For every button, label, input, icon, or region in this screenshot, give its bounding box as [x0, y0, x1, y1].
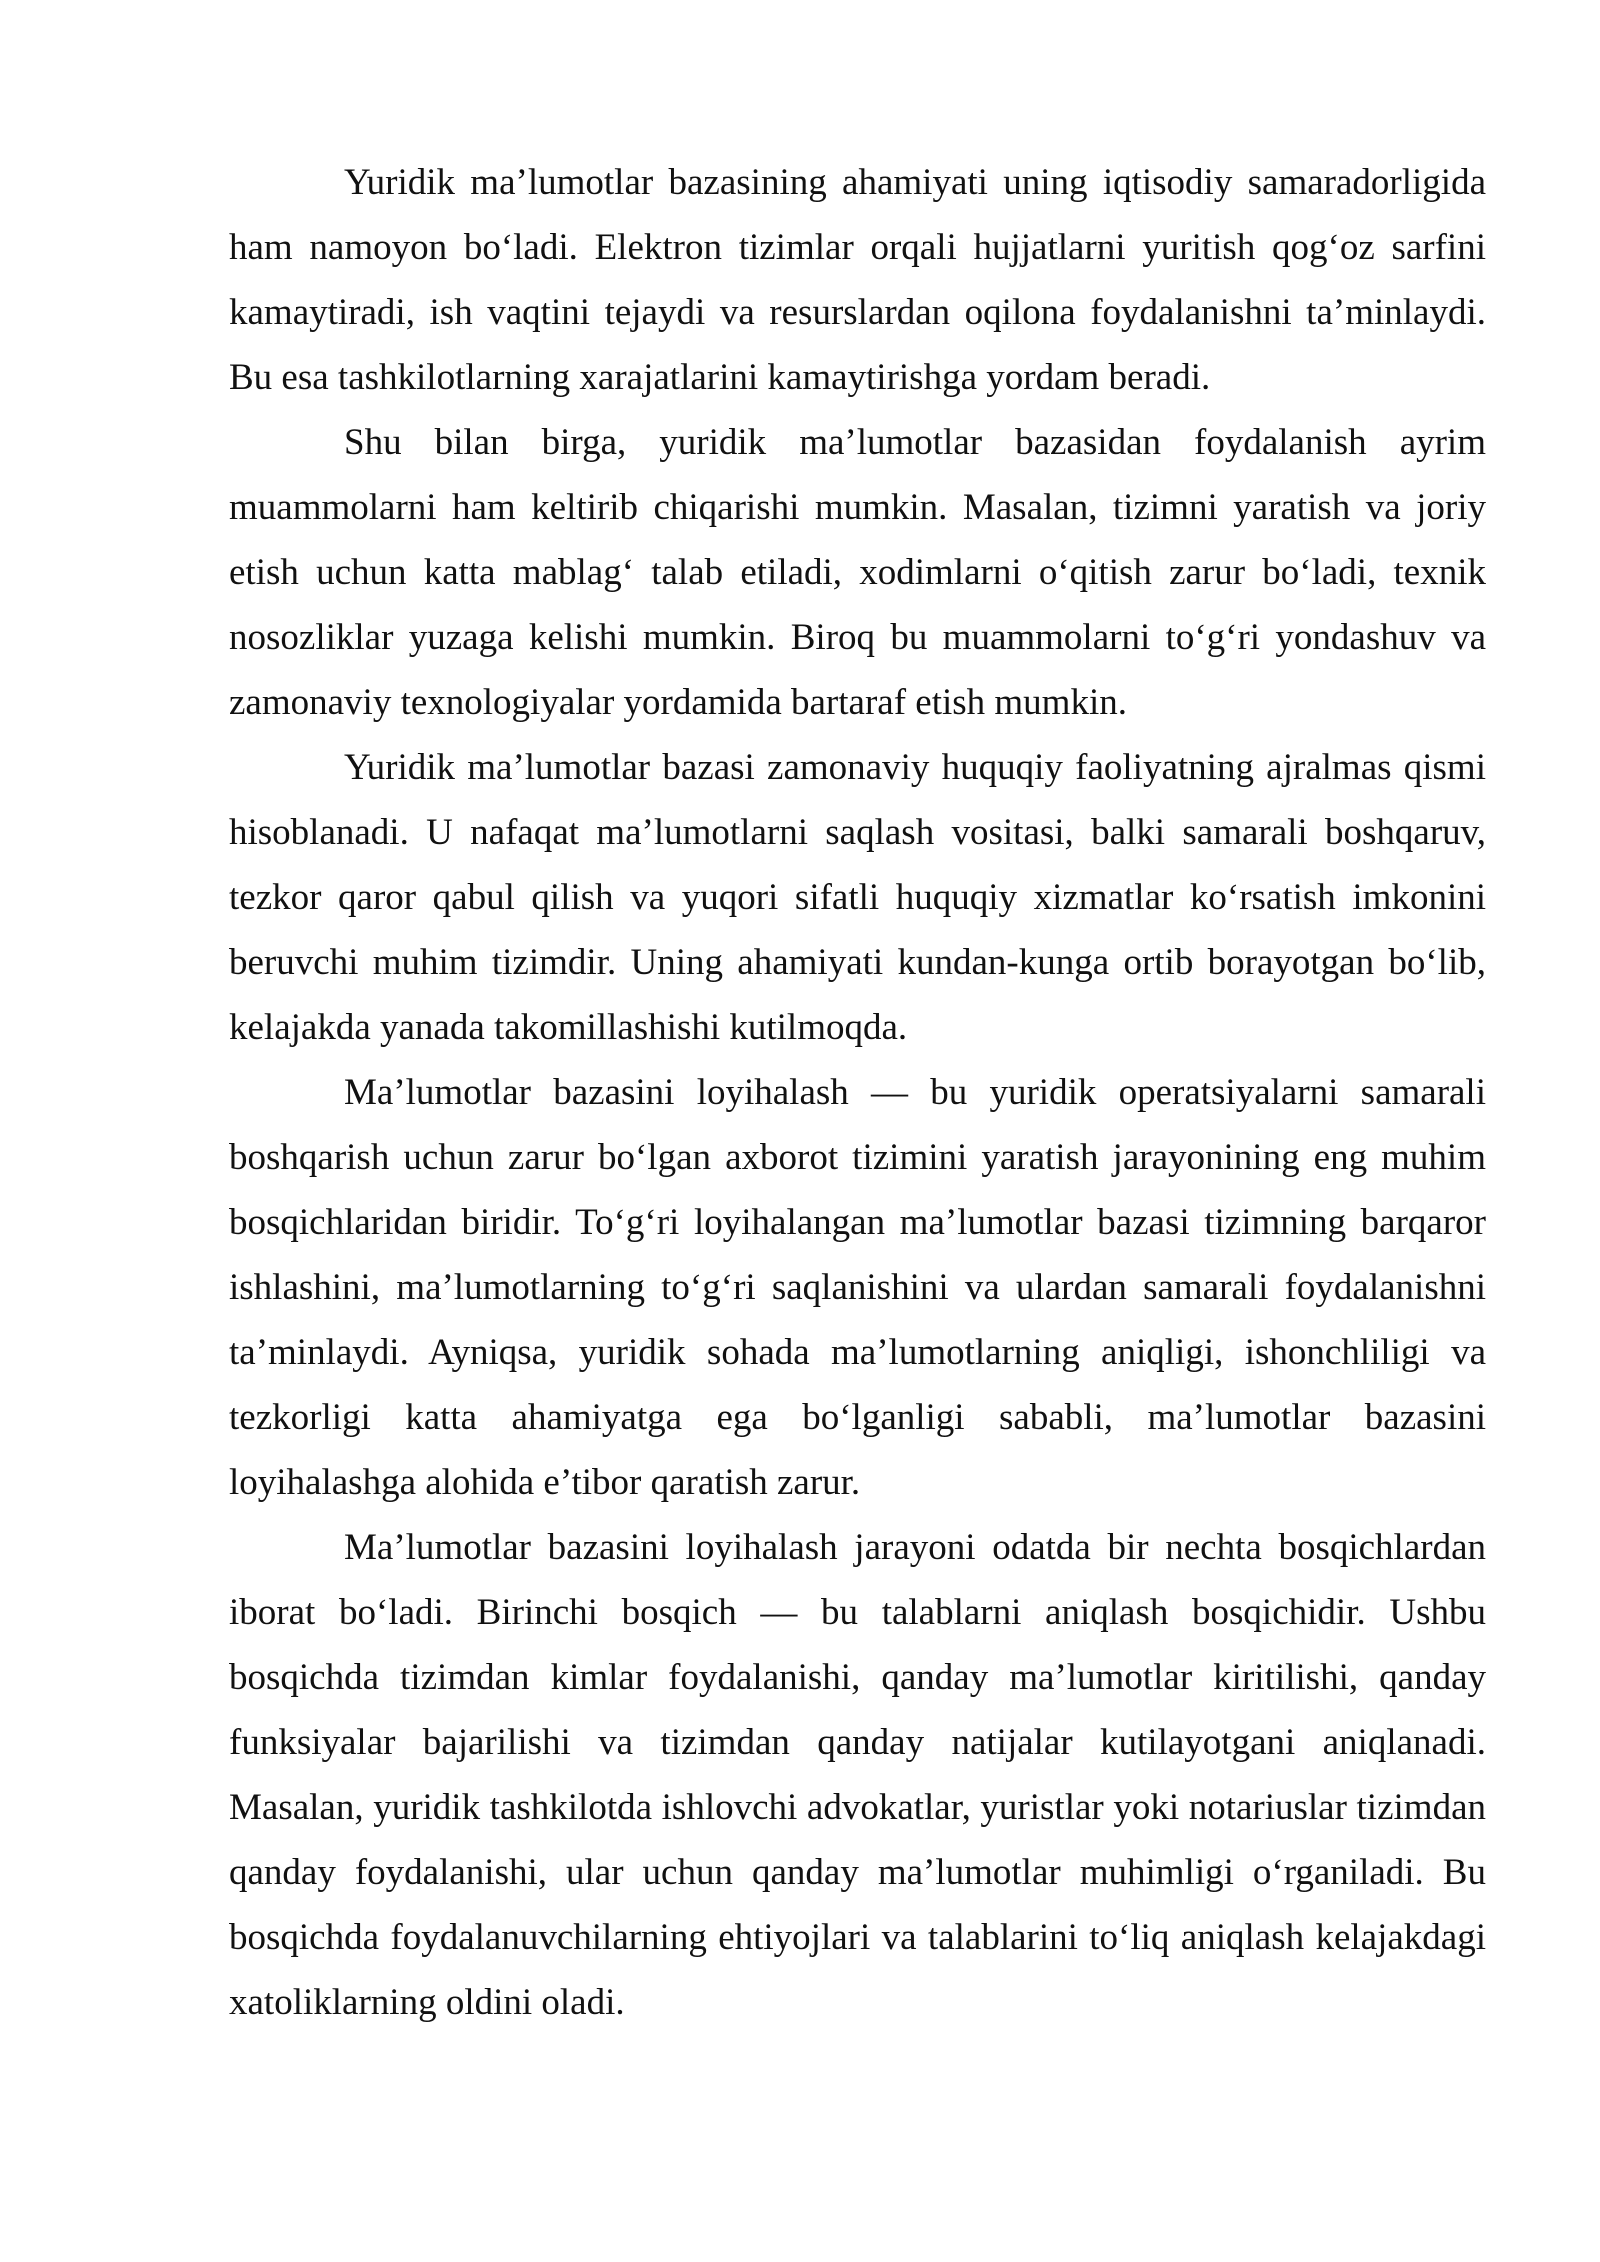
paragraph-integral-part: Yuridik ma’lumotlar bazasi zamonaviy huquqiy faoliyatning ajralmas qismi hisoblanadi. U nafaqat ma’lumotlarni saqlash vositasi, balki samarali boshqaruv, tezkor qaror qabul qilish va yuqori sifatli huquqiy xizmatlar ko‘rsatish imkonini beruvchi muhim tizimdir. Uning ahamiyati kundan-kunga ortib borayotgan bo‘lib, kelajakda yanada takomillashishi kutilmoqda. — [229, 747, 1486, 1048]
document-body — [229, 150, 1486, 2035]
paragraph-economic-significance: Yuridik ma’lumotlar bazasining ahamiyati uning iqtisodiy samaradorligida ham namoyon bo‘ladi. Elektron tizimlar orqali hujjatlarni yuritish qog‘oz sarfini kamaytiradi, ish vaqtini tejaydi va resurslardan oqilona foydalanishni ta’minlaydi. Bu esa tashkilotlarning xarajatlarini kamaytirishga yordam beradi. — [229, 162, 1486, 398]
paragraph-problems: Shu bilan birga, yuridik ma’lumotlar bazasidan foydalanish ayrim muammolarni ham keltirib chiqarishi mumkin. Masalan, tizimni yaratish va joriy etish uchun katta mablag‘ talab etiladi, xodimlarni o‘qitish zarur bo‘ladi, texnik nosozliklar yuzaga kelishi mumkin. Biroq bu muammolarni to‘g‘ri yondashuv va zamonaviy texnologiyalar yordamida bartaraf etish mumkin. — [229, 422, 1486, 723]
paragraph-database-design: Ma’lumotlar bazasini loyihalash — bu yuridik operatsiyalarni samarali boshqarish uchun zarur bo‘lgan axborot tizimini yaratish jarayonining eng muhim bosqichlaridan biridir. To‘g‘ri loyihalangan ma’lumotlar bazasi tizimning barqaror ishlashini, ma’lumotlarning to‘g‘ri saqlanishini va ulardan samarali foydalanishni ta’minlaydi. Ayniqsa, yuridik sohada ma’lumotlarning aniqligi, ishonchliligi va tezkorligi katta ahamiyatga ega bo‘lganligi sababli, ma’lumotlar bazasini loyihalashga alohida e’tibor qaratish zarur. — [229, 1072, 1486, 1503]
paragraph-design-stages: Ma’lumotlar bazasini loyihalash jarayoni odatda bir nechta bosqichlardan iborat bo‘ladi. Birinchi bosqich — bu talablarni aniqlash bosqichidir. Ushbu bosqichda tizimdan kimlar foydalanishi, qanday ma’lumotlar kiritilishi, qanday funksiyalar bajarilishi va tizimdan qanday natijalar kutilayotgani aniqlanadi. Masalan, yuridik tashkilotda ishlovchi advokatlar, yuristlar yoki notariuslar tizimdan qanday foydalanishi, ular uchun qanday ma’lumotlar muhimligi o‘rganiladi. Bu bosqichda foydalanuvchilarning ehtiyojlari va talablarini to‘liq aniqlash kelajakdagi xatoliklarning oldini oladi. — [229, 1527, 1486, 2023]
